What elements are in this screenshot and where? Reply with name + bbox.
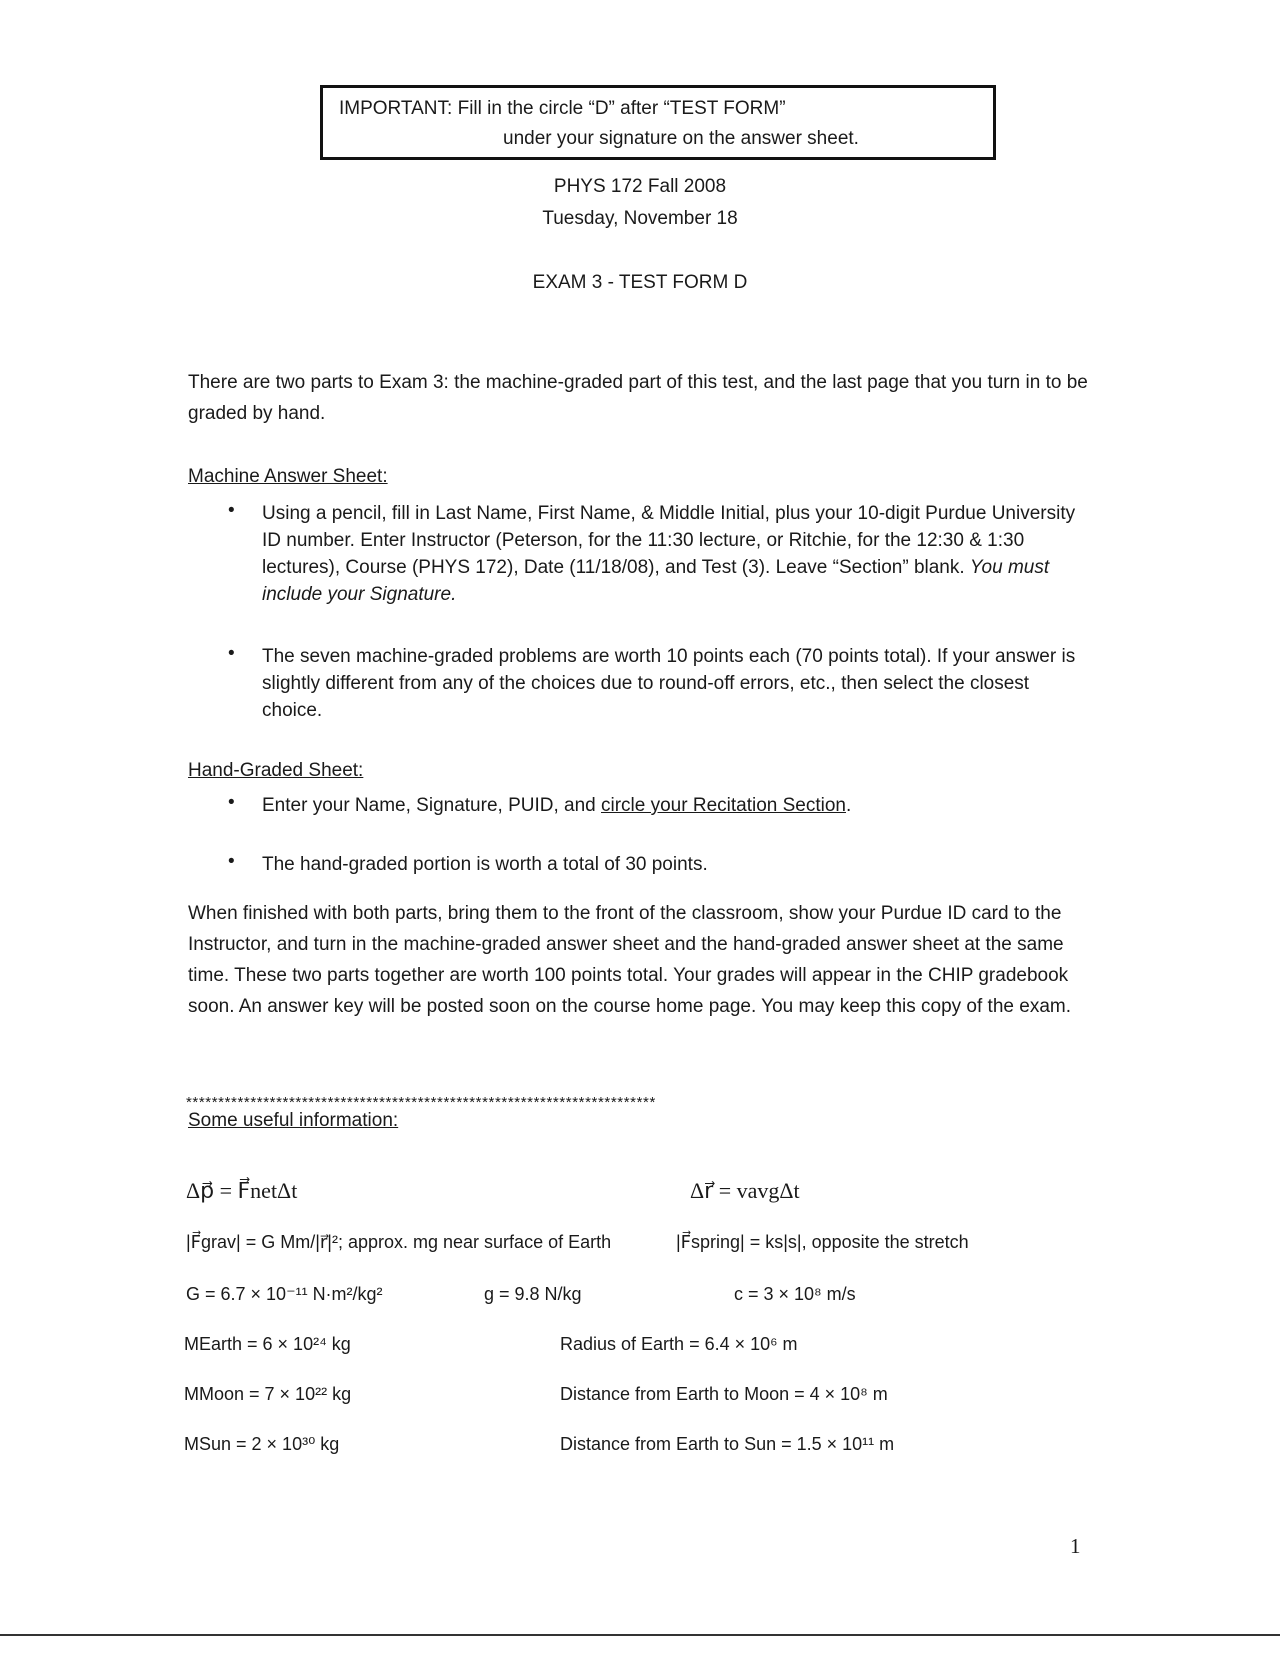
page-number: 1 xyxy=(1070,1534,1081,1558)
machine-sheet-heading: Machine Answer Sheet: xyxy=(188,466,388,487)
earth-sun-distance: Distance from Earth to Sun = 1.5 × 10¹¹ m xyxy=(560,1434,895,1454)
exam-date: Tuesday, November 18 xyxy=(542,208,738,229)
machine-bullet-1-text: Using a pencil, fill in Last Name, First Name, & Middle Initial, plus your 10-digit Purdue University ID number. Enter Instructor (Peterson, for the 11:30 lecture, or Ritchie, for the 12:30 & 1:30 lectures), Course (PHYS 172), Date (11/18/08), and Test (3). Leave “Section” blank. xyxy=(262,503,1076,578)
notice-line-2: under your signature on the answer sheet. xyxy=(503,128,859,149)
bottom-rule xyxy=(0,1634,1280,1636)
sun-mass: MSun = 2 × 10³⁰ kg xyxy=(184,1434,340,1454)
spring-formula: |F⃗spring| = ks|s|, opposite the stretch xyxy=(676,1232,969,1252)
hand-bullet-1-text: Enter your Name, Signature, PUID, and xyxy=(262,795,601,816)
signature-note: You must include your Signature. xyxy=(262,557,1050,605)
momentum-formula: Δp⃗ = F⃗netΔt xyxy=(186,1178,298,1203)
earth-radius: Radius of Earth = 6.4 × 10⁶ m xyxy=(560,1334,798,1354)
moon-mass: MMoon = 7 × 10²² kg xyxy=(184,1384,352,1404)
intro-paragraph: There are two parts to Exam 3: the machine-graded part of this test, and the last page that you turn in to be graded by hand. xyxy=(188,372,1088,424)
bullet-icon: • xyxy=(228,792,235,813)
gravity-formula: |F⃗grav| = G Mm/|r⃗|²; approx. mg near surface of Earth xyxy=(186,1232,612,1252)
course-title: PHYS 172 Fall 2008 xyxy=(553,176,727,197)
gravitational-constant: G = 6.7 × 10⁻¹¹ N·m²/kg² xyxy=(186,1284,383,1304)
bullet-icon: • xyxy=(228,851,235,872)
hand-bullet-2: The hand-graded portion is worth a total of 30 points. xyxy=(262,854,708,875)
closing-paragraph: When finished with both parts, bring them to the front of the classroom, show your Purdue ID card to the Instructor, and turn in the machine-graded answer sheet and the hand-graded answer sheet at the same time. These two parts together are worth 100 points total. Your grades will appear in the CHIP gradebook soon. An answer key will be posted soon on the course home page. You may keep this copy of the exam. xyxy=(188,903,1071,1017)
speed-of-light: c = 3 × 10⁸ m/s xyxy=(734,1284,856,1304)
machine-bullet-1 xyxy=(262,500,1092,608)
notice-line-1: IMPORTANT: Fill in the circle “D” after “TEST FORM” xyxy=(339,98,786,119)
recitation-instruction: circle your Recitation Section xyxy=(601,795,846,816)
useful-info-heading: Some useful information: xyxy=(188,1110,399,1131)
bullet-icon: • xyxy=(228,643,235,664)
gravity-acceleration: g = 9.8 N/kg xyxy=(484,1284,582,1304)
machine-bullet-2: The seven machine-graded problems are worth 10 points each (70 points total). If your answer is slightly different from any of the choices due to round-off errors, etc., then select the closest choice. xyxy=(262,646,1076,721)
earth-mass: MEarth = 6 × 10²⁴ kg xyxy=(184,1334,351,1354)
bullet-icon: • xyxy=(228,500,235,521)
earth-moon-distance: Distance from Earth to Moon = 4 × 10⁸ m xyxy=(560,1384,888,1404)
important-notice-box xyxy=(320,85,996,160)
hand-bullet-1: Enter your Name, Signature, PUID, and circle your Recitation Section. xyxy=(262,795,852,816)
hand-sheet-heading: Hand-Graded Sheet: xyxy=(188,760,364,781)
asterisk-divider: ************************************************************************* xyxy=(186,1094,656,1111)
displacement-formula: Δr⃗ = vavgΔt xyxy=(690,1178,800,1203)
exam-form-title: EXAM 3 - TEST FORM D xyxy=(532,272,748,293)
